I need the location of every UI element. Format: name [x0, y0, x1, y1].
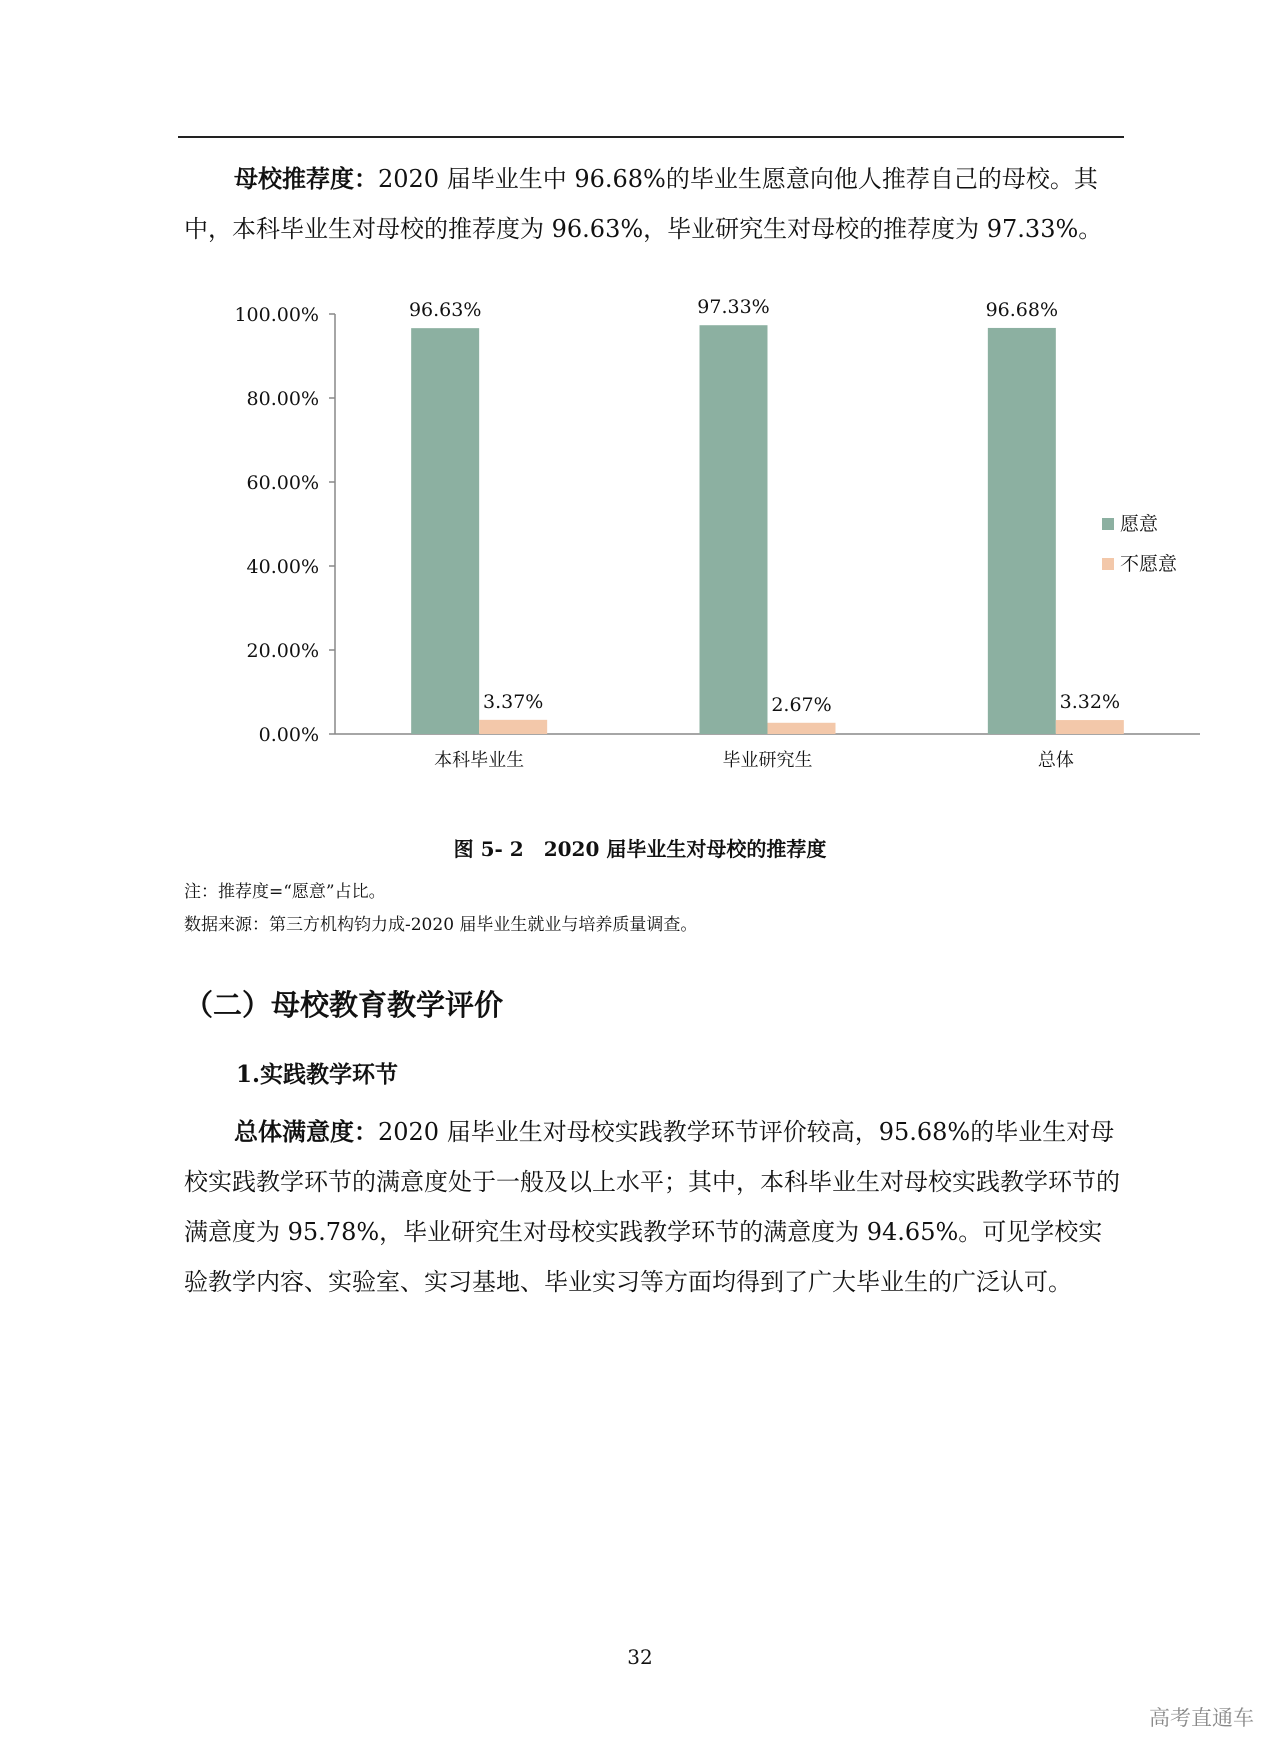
y-tick-label: 80.00% — [246, 388, 319, 410]
figure-caption: 图 5- 2 2020 届毕业生对母校的推荐度 — [453, 837, 827, 861]
data-source-note: 数据来源：第三方机构钧力成-2020 届毕业生就业与培养质量调查。 — [184, 915, 698, 935]
y-tick-label: 20.00% — [246, 640, 319, 662]
data-label: 3.32% — [1059, 691, 1121, 714]
bar-unwilling — [1056, 720, 1124, 734]
recommendation-lead: 母校推荐度： — [234, 164, 378, 193]
data-label: 96.63% — [408, 299, 482, 322]
legend-item-willing — [1102, 504, 1177, 544]
satisfaction-paragraph — [184, 1107, 1124, 1307]
legend-label-unwilling: 不愿意 — [1120, 553, 1178, 575]
bar-unwilling — [479, 720, 547, 734]
bar-unwilling — [768, 723, 836, 734]
y-tick-label: 0.00% — [258, 724, 319, 746]
satisfaction-text: 2020 届毕业生对母校实践教学环节评价较高，95.68%的毕业生对母校实践教学环节的满意度处于一般及以上水平；其中，本科毕业生对母校实践教学环节的满意度为 95.78%，毕业研究生对母校实践教学环节的满意度为 94.65%。可见学校实验教学内容、实验室、实习基地、毕业实习等方面均得到了广大毕业生的广泛认可。 — [184, 1118, 1120, 1296]
recommendation-bar-chart — [200, 282, 1210, 782]
bar-willing — [700, 325, 768, 734]
legend-swatch-willing — [1102, 518, 1114, 530]
data-label: 2.67% — [771, 693, 832, 716]
x-category-label: 本科毕业生 — [434, 750, 525, 771]
y-tick-label: 60.00% — [246, 472, 319, 494]
data-label: 3.37% — [482, 690, 544, 713]
header-rule — [178, 136, 1124, 138]
data-label: 97.33% — [697, 296, 770, 319]
chart-legend — [1102, 504, 1177, 584]
legend-swatch-unwilling — [1102, 558, 1114, 570]
satisfaction-lead: 总体满意度： — [234, 1117, 378, 1146]
x-category-label: 毕业研究生 — [722, 750, 813, 771]
page-number: 32 — [627, 1645, 653, 1669]
x-category-label: 总体 — [1037, 750, 1074, 771]
bar-willing — [988, 328, 1056, 734]
data-label: 96.68% — [985, 298, 1059, 321]
subsection-title: 1.实践教学环节 — [236, 1061, 399, 1088]
recommendation-paragraph — [184, 154, 1124, 254]
chart-canvas — [200, 282, 1210, 782]
figure-note: 注：推荐度=“愿意”占比。 — [184, 882, 386, 902]
legend-label-willing: 愿意 — [1120, 513, 1159, 535]
legend-item-unwilling — [1102, 544, 1177, 584]
recommendation-text: 2020 届毕业生中 96.68%的毕业生愿意向他人推荐自己的母校。其中，本科毕业生对母校的推荐度为 96.63%，毕业研究生对母校的推荐度为 97.33%。 — [184, 165, 1103, 243]
bar-willing — [411, 328, 479, 734]
watermark: 高考直通车 — [1149, 1706, 1254, 1730]
y-tick-label: 100.00% — [234, 304, 319, 326]
section-title: （二）母校教育教学评价 — [184, 988, 504, 1022]
y-tick-label: 40.00% — [246, 556, 319, 578]
